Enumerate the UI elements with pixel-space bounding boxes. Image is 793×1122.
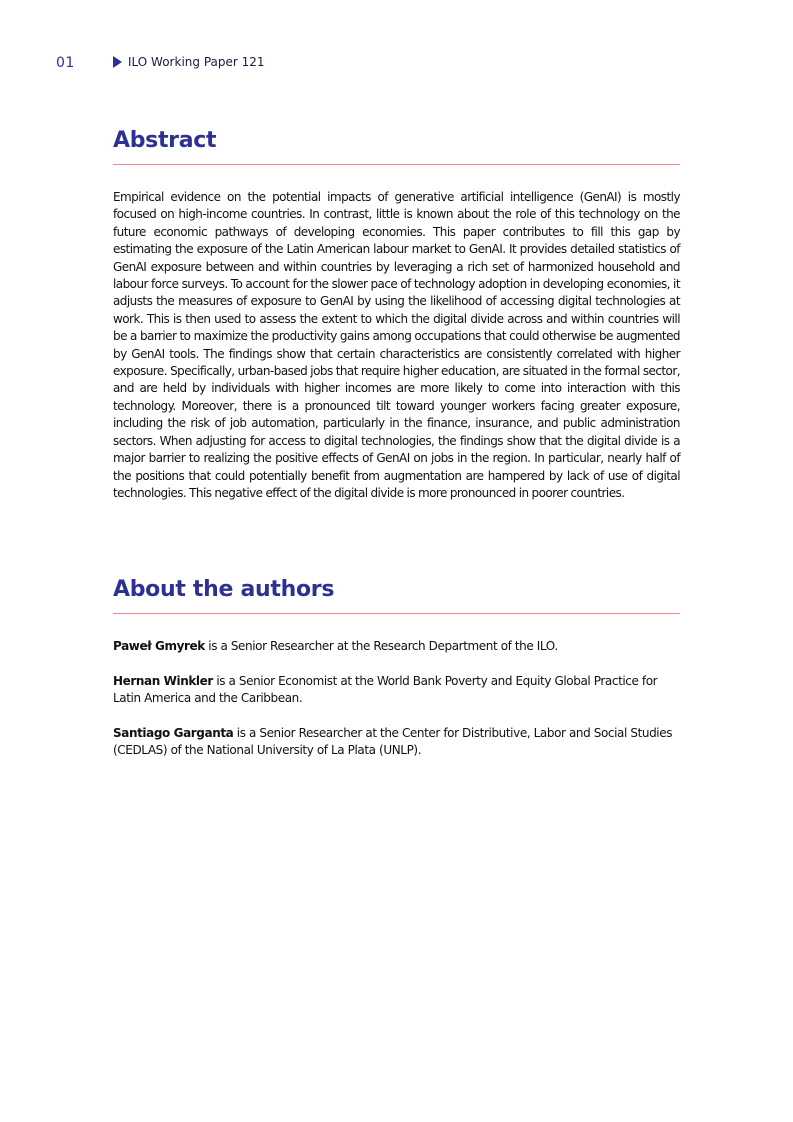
author-name: Paweł Gmyrek xyxy=(113,639,205,653)
abstract-heading: Abstract xyxy=(113,128,680,165)
abstract-section xyxy=(113,128,680,502)
author-entry xyxy=(113,725,680,760)
author-description: is a Senior Researcher at the Research Department of the ILO. xyxy=(204,639,558,653)
author-description: is a Senior Economist at the World Bank Poverty and Equity Global Practice for Latin America and the Caribbean. xyxy=(113,673,658,706)
abstract-body: Empirical evidence on the potential impacts of generative artificial intelligence (GenAI) is mostly focused on high-income countries. In contrast, little is known about the role of this technology on the future economic pathways of developing economies. This paper contributes to fill this gap by estimating the exposure of the Latin American labour market to GenAI. It provides detailed statistics of GenAI exposure between and within countries by leveraging a rich set of harmonized household and labour force surveys. To account for the slower pace of technology adoption in developing economies, it adjusts the measures of exposure to GenAI by using the likelihood of accessing digital technologies at work. This is then used to assess the extent to which the digital divide across and within countries will be a barrier to maximize the productivity gains among occupations that could otherwise be augmented by GenAI tools. The findings show that certain characteristics are consistently correlated with higher exposure. Specifically, urban-based jobs that require higher education, are situated in the formal sector, and are held by individuals with higher incomes are more likely to come into interaction with this technology. Moreover, there is a pronounced tilt toward younger workers facing greater exposure, including the risk of job automation, particularly in the finance, insurance, and public administration sectors. When adjusting for access to digital technologies, the findings show that the digital divide is a major barrier to realizing the positive effects of GenAI on jobs in the region. In particular, nearly half of the positions that could potentially benefit from augmentation are hampered by lack of use of digital technologies. This negative effect of the digital divide is more pronounced in poorer countries. xyxy=(113,190,680,500)
page-number: 01 xyxy=(56,55,75,71)
author-description: is a Senior Researcher at the Center for Distributive, Labor and Social Studies (CEDLAS) of the National University of La Plata (UNLP). xyxy=(113,725,673,758)
author-entry xyxy=(113,673,680,708)
authors-heading: About the authors xyxy=(113,577,680,614)
author-name: Santiago Garganta xyxy=(113,725,234,740)
authors-section xyxy=(113,577,680,760)
running-header xyxy=(113,55,265,69)
author-list xyxy=(113,638,680,760)
author-entry xyxy=(113,638,680,656)
play-triangle-icon xyxy=(113,56,122,68)
series-title: ILO Working Paper 121 xyxy=(128,55,265,69)
author-name: Hernan Winkler xyxy=(113,673,213,688)
